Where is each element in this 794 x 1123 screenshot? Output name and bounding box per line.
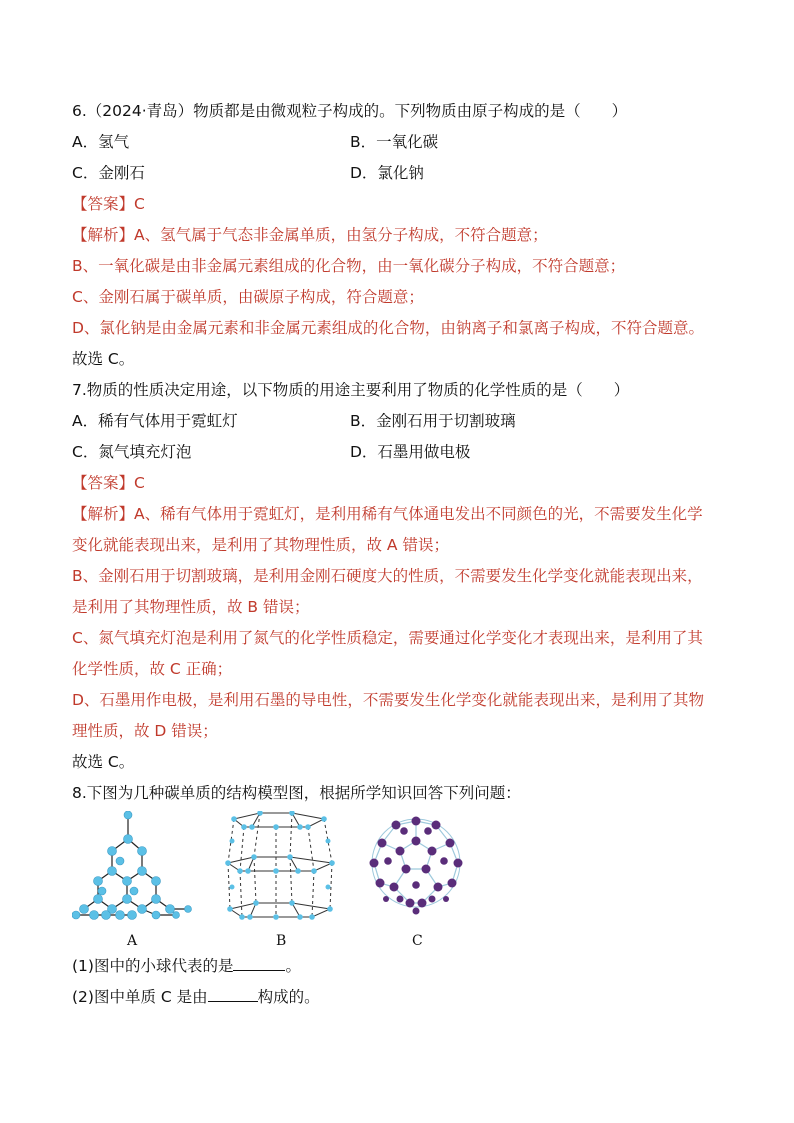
q7-analysis-line-4: 是利用了其物理性质，故 B 错误； [72,598,310,616]
q7-conclusion: 故选 C。 [72,753,135,771]
q6-analysis-line-1 [72,220,732,251]
q6-conclusion: 故选 C。 [72,350,135,368]
q6-analysis-tag: 【解析】 [72,226,135,244]
graphite-structure-image [220,811,340,929]
q6-analysis-line-2: B、一氧化碳是由非金属元素组成的化合物，由一氧化碳分子构成，不符合题意； [72,257,626,275]
q7-options-row-1 [72,406,732,437]
figure-label-b: B [276,933,287,949]
q7-analysis-line-3: B、金刚石用于切割玻璃，是利用金刚石硬度大的性质，不需要发生化学变化就能表现出来， [72,567,703,585]
q8-sub2-end: 构成的。 [257,988,320,1006]
document-page [72,96,732,1013]
q7-analysis-text: A、稀有气体用于霓虹灯，是利用稀有气体通电发出不同颜色的光，不需要发生化学 [134,505,703,523]
q7-option-d: D．石墨用做电极 [350,443,471,461]
q8-sub2-blank[interactable] [208,985,258,1002]
figure-a-diamond [72,811,197,949]
q6-answer-tag: 【答案】 [72,195,135,213]
q7-analysis-line-2: 变化就能表现出来，是利用了其物理性质，故 A 错误； [72,536,449,554]
q8-stem: 8.下图为几种碳单质的结构模型图，根据所学知识回答下列问题： [72,784,521,802]
q7-analysis-line-8: 理性质，故 D 错误； [72,722,218,740]
q7-analysis-line-5: C、氮气填充灯泡是利用了氮气的化学性质稳定，需要通过化学变化才表现出来，是利用了其 [72,629,703,647]
q7-answer [72,468,732,499]
q8-sub1-blank[interactable] [233,954,285,971]
carbon-structure-figures [72,811,732,951]
figure-c-fullerene [364,811,470,949]
q7-analysis-line-1 [72,499,732,530]
q8-sub1-text: (1)图中的小球代表的是 [72,957,234,975]
q7-options-row-2 [72,437,732,468]
q7-analysis-line-7: D、石墨用作电极，是利用石墨的导电性，不需要发生化学变化就能表现出来，是利用了其物 [72,691,704,709]
q6-option-b: B．一氧化碳 [350,133,439,151]
q6-answer [72,189,732,220]
q7-option-b: B．金刚石用于切割玻璃 [350,412,516,430]
q6-stem: 6.（2024·青岛）物质都是由微观粒子构成的。下列物质由原子构成的是（ ） [72,102,628,120]
diamond-structure-image [72,811,197,929]
q8-sub1 [72,951,732,982]
q6-analysis-text: A、氢气属于气态非金属单质，由氢分子构成，不符合题意； [134,226,548,244]
q6-option-c: C．金刚石 [72,164,145,182]
q8-sub2-text: (2)图中单质 C 是由 [72,988,208,1006]
figure-label-a: A [127,933,138,949]
q7-answer-value: C [134,474,145,492]
q6-analysis-line-4: D、氯化钠是由金属元素和非金属元素组成的化合物，由钠离子和氯离子构成，不符合题意。 [72,319,704,337]
q7-option-a: A．稀有气体用于霓虹灯 [72,412,238,430]
q7-stem: 7.物质的性质决定用途，以下物质的用途主要利用了物质的化学性质的是（ ） [72,381,630,399]
q7-analysis-line-6: 化学性质，故 C 正确； [72,660,233,678]
q8-sub1-end: 。 [285,957,301,975]
q7-answer-tag: 【答案】 [72,474,135,492]
q7-option-c: C．氮气填充灯泡 [72,443,192,461]
fullerene-structure-image [364,811,470,929]
q6-option-a: A．氢气 [72,133,130,151]
q6-options-row-1 [72,127,732,158]
q6-option-d: D．氯化钠 [350,164,424,182]
q8-sub2 [72,982,732,1013]
figure-b-graphite [220,811,340,949]
figure-label-c: C [412,933,423,949]
q7-analysis-tag: 【解析】 [72,505,135,523]
q6-answer-value: C [134,195,145,213]
q6-options-row-2 [72,158,732,189]
q6-analysis-line-3: C、金刚石属于碳单质，由碳原子构成，符合题意； [72,288,424,306]
